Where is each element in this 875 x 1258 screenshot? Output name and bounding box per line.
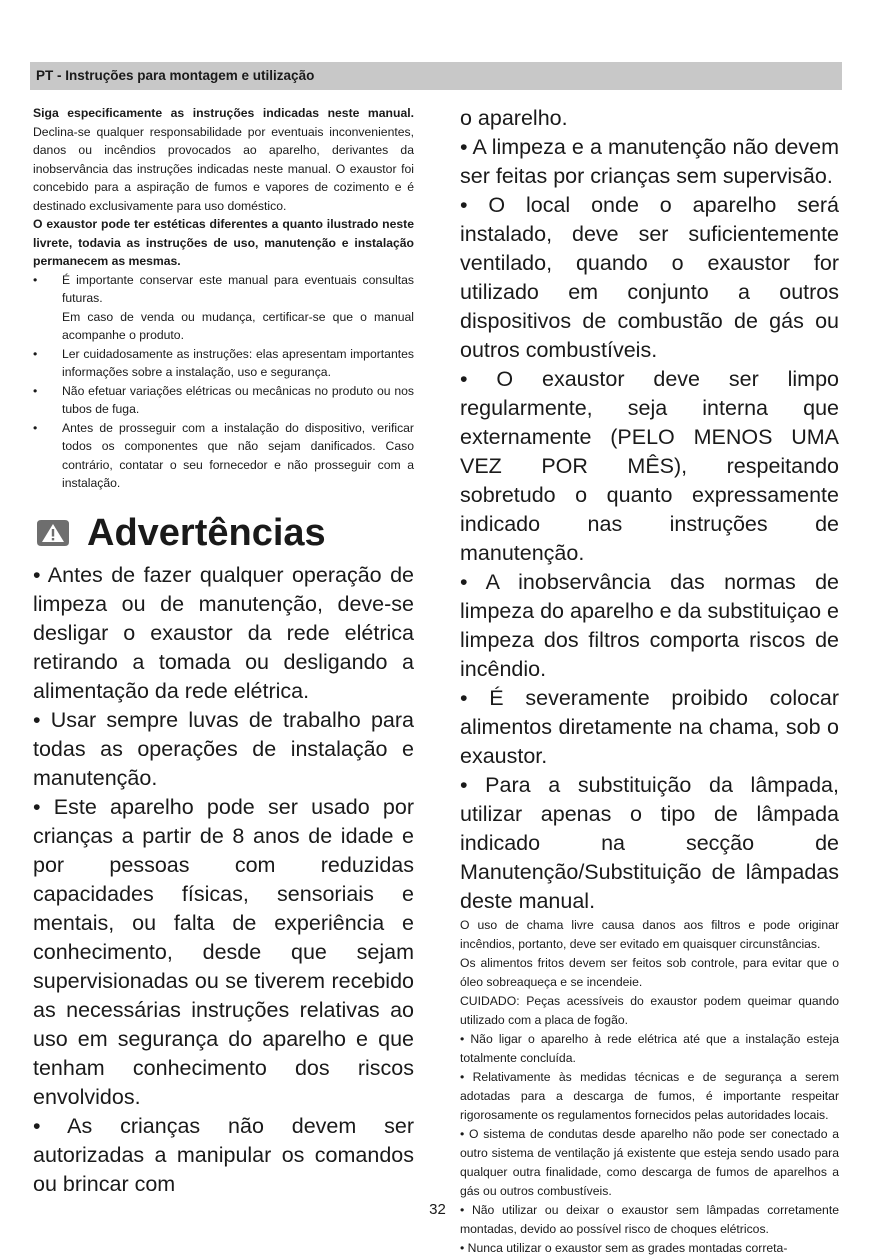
section-header: PT - Instruções para montagem e utilização [30, 62, 842, 90]
fine-paragraph: • Não utilizar ou deixar o exaustor sem lâmpadas corretamente montadas, devido ao possível risco de choques elétricos. [460, 1203, 839, 1236]
fine-paragraph: • O sistema de condutas desde aparelho não pode ser conectado a outro sistema de ventilação já existente que esteja sendo usado para qualquer outra finalidade, como descarga de fumos de aparelhos a gás ou outros combustíveis. [460, 1127, 839, 1198]
intro-body: Declina-se qualquer responsabilidade por eventuais inconvenientes, danos ou incêndios provocados ao aparelho, derivantes da inobservância das instruções indicadas neste manual. O exaustor foi concebido para a aspiração de fumos e vapores de cozimento e é destinado exclusivamente para uso doméstico. [33, 124, 414, 213]
warning-paragraph: • Para a substituição da lâmpada, utilizar apenas o tipo de lâmpada indicado na secção de Manutenção/Substituição de lâmpadas deste manual. [460, 773, 839, 913]
warning-paragraph: • Usar sempre luvas de trabalho para todas as operações de instalação e manutenção. [33, 707, 414, 790]
warning-paragraph: • A limpeza e a manutenção não devem ser feitas por crianças sem supervisão. [460, 135, 839, 188]
warning-paragraph: • O exaustor deve ser limpo regularmente, seja interna que externamente (PELO MENOS UMA VEZ POR MÊS), respeitando sobretudo o quanto expressamente indicado nas instruções de manutenção. [460, 367, 839, 565]
bullet-dot: • [33, 346, 38, 361]
right-column [460, 104, 839, 1258]
intro-paragraph-2 [33, 215, 414, 271]
warning-paragraph: • O local onde o aparelho será instalado, deve ser suficientemente ventilado, quando o exaustor for utilizado em conjunto a outros dispositivos de combustão de gás ou outros combustíveis. [460, 193, 839, 362]
fine-paragraph: O uso de chama livre causa danos aos filtros e pode originar incêndios, portanto, deve ser evitado em quaisquer circunstâncias. [460, 918, 839, 951]
list-item [33, 271, 414, 345]
bullet-dot: • [33, 420, 38, 435]
warning-paragraph: • Antes de fazer qualquer operação de limpeza ou de manutenção, deve-se desligar o exaustor da rede elétrica retirando a tomada ou desligando a alimentação da rede elétrica. [33, 562, 414, 703]
fine-paragraph: CUIDADO: Peças acessíveis do exaustor podem queimar quando utilizado com a placa de fogão. [460, 994, 839, 1027]
warning-paragraph: • É severamente proibido colocar alimentos diretamente na chama, sob o exaustor. [460, 686, 839, 768]
warning-paragraph: o aparelho. [460, 106, 568, 130]
warning-triangle-icon [33, 519, 73, 547]
fine-paragraph: • Nunca utilizar o exaustor sem as grades montadas correta- [460, 1241, 788, 1255]
list-item [33, 345, 414, 382]
warning-paragraph: • Este aparelho pode ser usado por crianças a partir de 8 anos de idade e por pessoas com reduzidas capacidades físicas, sensoriais e mentais, ou falta de experiência e conhecimento, desde que sejam supervisionadas ou se tiverem recebido as necessárias instruções relativas ao uso em segurança do aparelho e que tenham conhecimento dos riscos envolvidos. [33, 794, 414, 1109]
intro-paragraph-1 [33, 104, 414, 215]
fine-paragraph: • Relativamente às medidas técnicas e de segurança a serem adotadas para a descarga de fumos, é importante respeitar rigorosamente os regulamentos fornecidos pelas autoridades locais. [460, 1070, 839, 1122]
warnings-title: Advertências [87, 511, 326, 554]
list-item [33, 419, 414, 493]
intro-bullet-list [33, 271, 414, 493]
fine-paragraph: • Não ligar o aparelho à rede elétrica até que a instalação esteja totalmente concluída. [460, 1032, 839, 1065]
warning-paragraph: • A inobservância das normas de limpeza do aparelho e da substituiçao e limpeza dos filtros comporta riscos de incêndio. [460, 570, 839, 681]
bullet-text: Não efetuar variações elétricas ou mecânicas no produto ou nos tubos de fuga. [62, 383, 414, 416]
left-column [33, 104, 414, 1199]
bullet-text-extra: Em caso de venda ou mudança, certificar-se que o manual acompanhe o produto. [62, 309, 414, 342]
warnings-heading [33, 509, 414, 557]
bullet-dot: • [33, 272, 38, 287]
list-item [33, 382, 414, 419]
intro-bold-note: O exaustor pode ter estéticas diferentes a quanto ilustrado neste livrete, todavia as instruções de uso, manutenção e instalação permanecem as mesmas. [33, 217, 414, 268]
bullet-text: É importante conservar este manual para eventuais consultas futuras. [62, 272, 414, 305]
page-number: 32 [429, 1201, 446, 1218]
bullet-text: Ler cuidadosamente as instruções: elas apresentam importantes informações sobre a instalação, uso e segurança. [62, 346, 414, 379]
fine-paragraph: Os alimentos fritos devem ser feitos sob controle, para evitar que o óleo sobreaqueça e se incendeie. [460, 956, 839, 989]
warning-paragraph: • As crianças não devem ser autorizadas a manipular os comandos ou brincar com [33, 1113, 414, 1196]
bullet-text: Antes de prosseguir com a instalação do dispositivo, verificar todos os componentes que não sejam danificados. Caso contrário, contatar o seu fornecedor e não prosseguir com a instalação. [62, 420, 414, 490]
intro-bold-lead: Siga especificamente as instruções indicadas neste manual. [33, 106, 414, 120]
bullet-dot: • [33, 383, 38, 398]
